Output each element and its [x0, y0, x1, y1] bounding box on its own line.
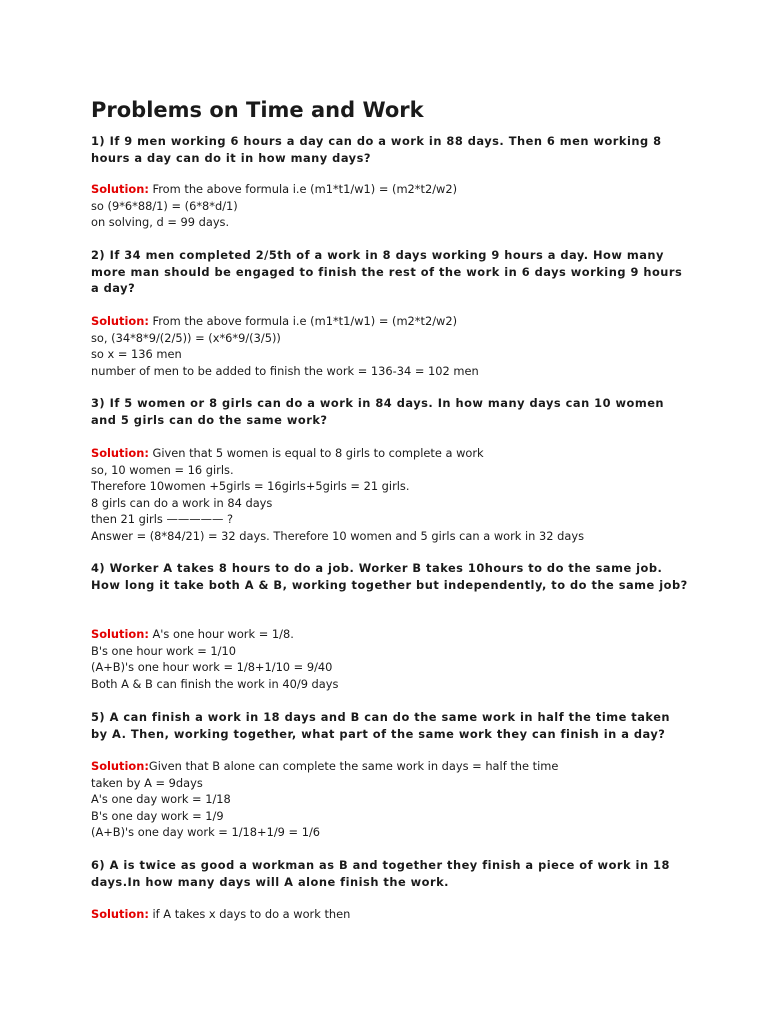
solution-line: Solution: From the above formula i.e (m1*t1/w1) = (m2*t2/w2): [91, 314, 458, 328]
solution-line: Therefore 10women +5girls = 16girls+5girls = 21 girls.: [91, 479, 410, 494]
solution-line: taken by A = 9days: [91, 775, 203, 790]
question-6: 6) A is twice as good a workman as B and together they finish a piece of work in 18 days.In how many days will A alone finish the work.: [91, 858, 670, 889]
solution-1: [91, 181, 691, 231]
solution-label: Solution:: [91, 182, 149, 196]
solution-line: Solution: From the above formula i.e (m1*t1/w1) = (m2*t2/w2): [91, 182, 458, 196]
solution-line: (A+B)'s one day work = 1/18+1/9 = 1/6: [91, 825, 321, 840]
solution-line: Answer = (8*84/21) = 32 days. Therefore 10 women and 5 girls can a work in 32 days: [91, 528, 585, 543]
solution-line: number of men to be added to finish the work = 136-34 = 102 men: [91, 363, 479, 378]
solution-line: (A+B)'s one hour work = 1/8+1/10 = 9/40: [91, 660, 333, 675]
solution-2: [91, 313, 691, 379]
solution-line: 8 girls can do a work in 84 days: [91, 495, 273, 510]
question-4: 4) Worker A takes 8 hours to do a job. Worker B takes 10hours to do the same job. How long it take both A & B, working together but independently, to do the same job?: [91, 561, 688, 592]
solution-line: Both A & B can finish the work in 40/9 days: [91, 676, 339, 691]
solution-line: Solution: Given that 5 women is equal to 8 girls to complete a work: [91, 446, 484, 460]
solution-line: so (9*6*88/1) = (6*8*d/1): [91, 198, 238, 213]
question-5: 5) A can finish a work in 18 days and B can do the same work in half the time taken by A. Then, working together, what part of the same work they can finish in a day?: [91, 710, 671, 741]
solution-5: [91, 758, 691, 841]
question-2: 2) If 34 men completed 2/5th of a work in 8 days working 9 hours a day. How many more man should be engaged to finish the rest of the work in 6 days working 9 hours a day?: [91, 248, 683, 296]
question-3: 3) If 5 women or 8 girls can do a work in 84 days. In how many days can 10 women and 5 girls can do the same work?: [91, 396, 665, 427]
question-1: 1) If 9 men working 6 hours a day can do a work in 88 days. Then 6 men working 8 hours a day can do it in how many days?: [91, 134, 662, 165]
solution-line: on solving, d = 99 days.: [91, 215, 230, 230]
solution-line: B's one day work = 1/9: [91, 808, 224, 823]
solution-label: Solution:: [91, 907, 149, 921]
solution-4: [91, 626, 691, 692]
solution-line: Solution:Given that B alone can complete the same work in days = half the time: [91, 759, 559, 773]
solution-3: [91, 445, 691, 545]
solution-line: so x = 136 men: [91, 347, 182, 362]
solution-line: A's one day work = 1/18: [91, 792, 231, 807]
solution-label: Solution:: [91, 314, 149, 328]
solution-line: then 21 girls ————— ?: [91, 512, 234, 527]
solution-line: Solution: if A takes x days to do a work then: [91, 907, 351, 921]
page-title: Problems on Time and Work: [91, 98, 424, 122]
solution-line: B's one hour work = 1/10: [91, 643, 236, 658]
solution-label: Solution:: [91, 446, 149, 460]
solution-line: so, 10 women = 16 girls.: [91, 462, 234, 477]
solution-line: so, (34*8*9/(2/5)) = (x*6*9/(3/5)): [91, 330, 281, 345]
solution-6: [91, 906, 691, 923]
solution-label: Solution:: [91, 759, 149, 773]
solution-label: Solution:: [91, 627, 149, 641]
solution-line: Solution: A's one hour work = 1/8.: [91, 627, 294, 641]
